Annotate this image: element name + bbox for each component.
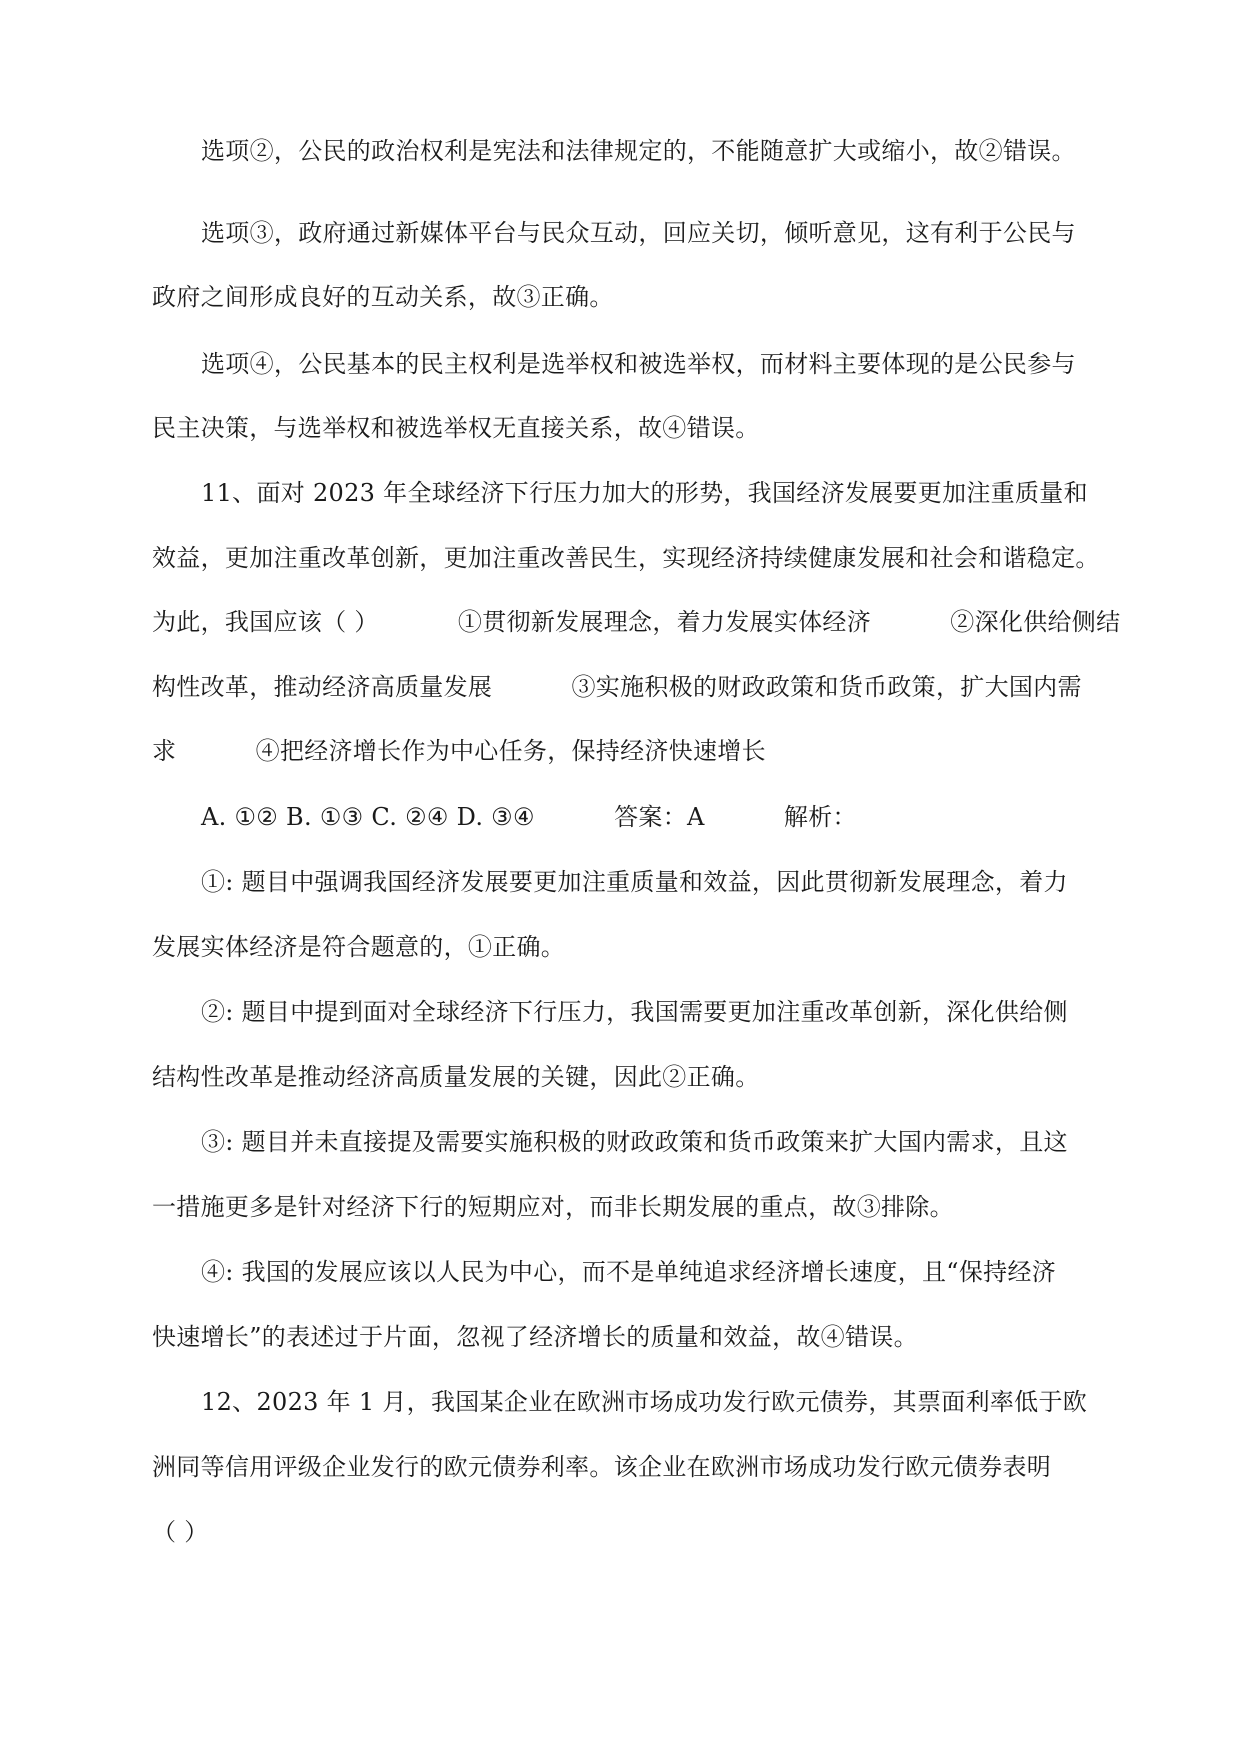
text-line: 洲同等信用评级企业发行的欧元债券利率。该企业在欧洲市场成功发行欧元债券表明 [152,1453,1052,1481]
text-line: ②: 题目中提到面对全球经济下行压力，我国需要更加注重改革创新，深化供给侧 [201,998,1068,1026]
text-line: 选项②，公民的政治权利是宪法和法律规定的，不能随意扩大或缩小，故②错误。 [201,137,1076,165]
text-line: A. ①② B. ①③ C. ②④ D. ③④ 答案：A 解析： [201,803,857,831]
text-line: 民主决策，与选举权和被选举权无直接关系，故④错误。 [152,414,760,442]
text-line: 构性改革，推动经济高质量发展 ③实施积极的财政政策和货币政策，扩大国内需 [152,673,1082,701]
text-line: 选项③，政府通过新媒体平台与民众互动，回应关切，倾听意见，这有利于公民与 [201,219,1076,247]
text-line: ③: 题目并未直接提及需要实施积极的财政政策和货币政策来扩大国内需求，且这 [201,1128,1068,1156]
text-line: 结构性改革是推动经济高质量发展的关键，因此②正确。 [152,1063,760,1091]
text-line: 一措施更多是针对经济下行的短期应对，而非长期发展的重点，故③排除。 [152,1193,954,1221]
text-line: 12、2023 年 1 月，我国某企业在欧洲市场成功发行欧元债券，其票面利率低于欧 [201,1388,1088,1416]
text-line: 发展实体经济是符合题意的，①正确。 [152,933,566,961]
text-line: 11、面对 2023 年全球经济下行压力加大的形势，我国经济发展要更加注重质量和 [201,479,1088,507]
text-line: ①: 题目中强调我国经济发展要更加注重质量和效益，因此贯彻新发展理念，着力 [201,868,1068,896]
text-line: 为此，我国应该（ ） ①贯彻新发展理念，着力发展实体经济 ②深化供给侧结 [152,608,1121,636]
text-line: 求 ④把经济增长作为中心任务，保持经济快速增长 [152,737,766,765]
text-line: ④: 我国的发展应该以人民为中心，而不是单纯追求经济增长速度，且“保持经济 [201,1258,1057,1286]
text-line: 效益，更加注重改革创新，更加注重改善民生，实现经济持续健康发展和社会和谐稳定。 [152,544,1100,572]
text-line: （ ） [152,1518,209,1546]
text-line: 选项④，公民基本的民主权利是选举权和被选举权，而材料主要体现的是公民参与 [201,350,1076,378]
text-line: 快速增长”的表述过于片面，忽视了经济增长的质量和效益，故④错误。 [152,1323,918,1351]
text-line: 政府之间形成良好的互动关系，故③正确。 [152,283,614,311]
